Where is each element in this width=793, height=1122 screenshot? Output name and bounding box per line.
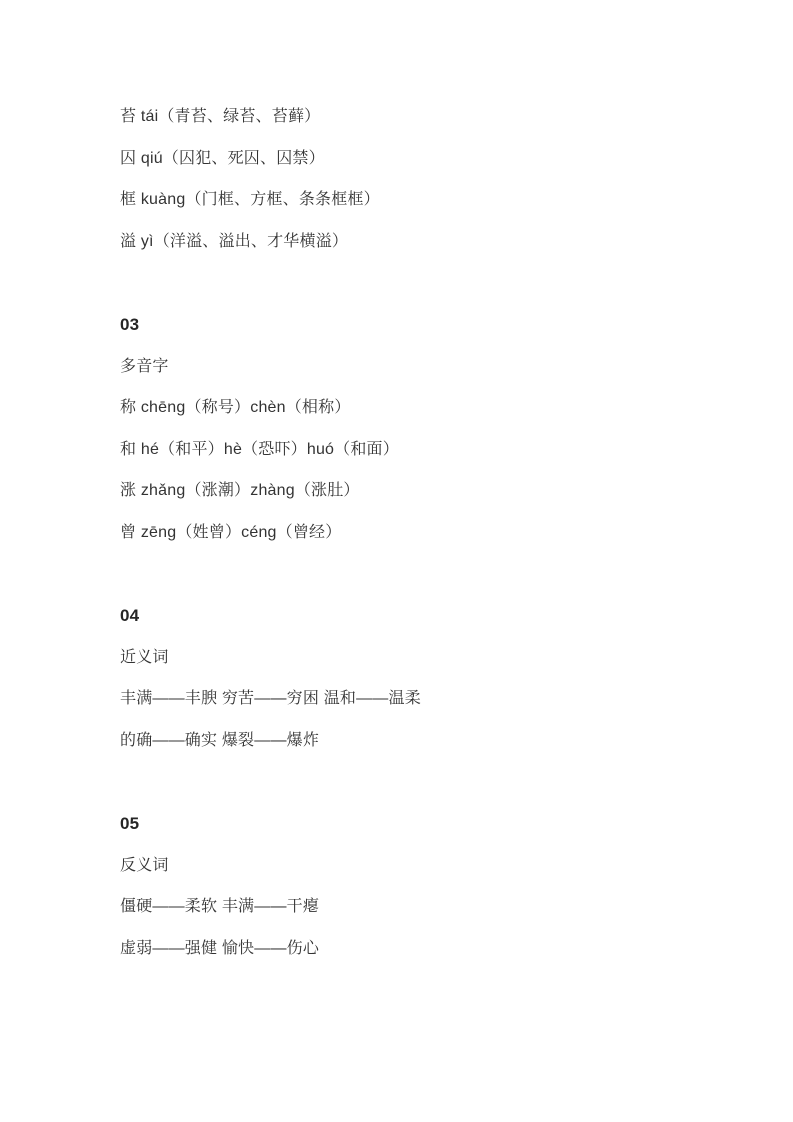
word-entry: 溢 yì（洋溢、溢出、才华横溢） <box>120 232 349 250</box>
word-entry: 囚 qiú（囚犯、死囚、囚禁） <box>120 149 325 167</box>
section-gap <box>120 262 713 304</box>
word-entry: 丰满——丰腴 穷苦——穷困 温和——温柔 <box>120 690 421 708</box>
section-number: 04 <box>120 606 140 626</box>
word-entry: 称 chēng（称号）chèn（相称） <box>120 399 351 417</box>
section-title: 反义词 <box>120 856 169 874</box>
document-content <box>120 96 713 969</box>
word-entry: 曾 zēng（姓曾）céng（曾经） <box>120 523 342 541</box>
section-gap <box>120 554 713 596</box>
section-title: 多音字 <box>120 357 169 375</box>
section-gap <box>120 762 713 804</box>
section-title: 近义词 <box>120 648 169 666</box>
section-number: 03 <box>120 314 140 334</box>
word-entry: 的确——确实 爆裂——爆炸 <box>120 731 320 749</box>
section-number: 05 <box>120 814 140 834</box>
word-entry: 涨 zhǎng（涨潮）zhàng（涨肚） <box>120 482 360 500</box>
word-entry: 框 kuàng（门框、方框、条条框框） <box>120 191 380 209</box>
word-entry: 虚弱——强健 愉快——伤心 <box>120 939 320 957</box>
word-entry: 苔 tái（青苔、绿苔、苔藓） <box>120 108 321 125</box>
word-entry: 僵硬——柔软 丰满——干瘪 <box>120 898 320 916</box>
word-entry: 和 hé（和平）hè（恐吓）huó（和面） <box>120 440 399 458</box>
